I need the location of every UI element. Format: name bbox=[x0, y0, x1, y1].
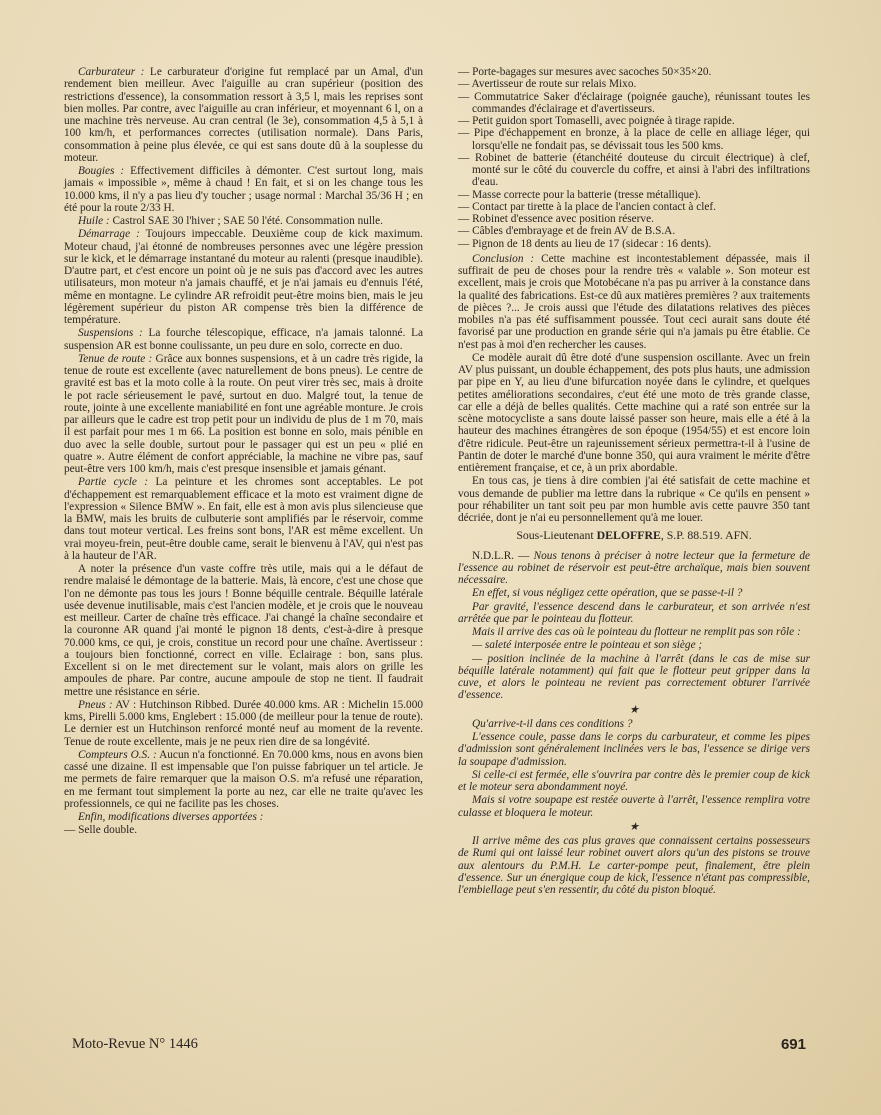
signature-rank: Sous-Lieutenant bbox=[516, 528, 594, 543]
text-tenue-de-route: Grâce aux bonnes suspensions, et à un cadre très rigide, la tenue de route est excellente (avec naturellement de bons pneus). Le centre de gravité est bas et la moto colle à la route. On peut virer très sec, mais à droite le pot racle sérieusement le pavé, surtout en duo. Malgré tout, la tenue de route, jointe à une excellente maniabilité en font une agréable monture. Je crois par ailleurs que le cadre est trop petit pour un individu de plus de 1 m 70, mais il est parfait pour mes 1 m 66. La position est bonne en solo, mais pénible en duo avec la selle double, surtout pour le passager qui est un peu « plié en quatre ». Autre élément de confort appréciable, la machine ne vibre pas, sauf peut-être vers 100 km/h, mais c'est presque insensible et jamais génant. bbox=[64, 352, 423, 475]
list-item: — Petit guidon sport Tomaselli, avec poignée à tirage rapide. bbox=[458, 115, 735, 127]
star-separator: ★ bbox=[629, 703, 639, 716]
paragraph-pneus bbox=[64, 699, 423, 748]
paragraph-compteurs bbox=[64, 749, 423, 810]
paragraph-a-noter: A noter la présence d'un vaste coffre très utile, mais qui a le défaut de rendre malaisé le démontage de la batterie. Mais, là encore, c'est une chose que l'on ne démonte pas tous les jours ! Bonne béquille centrale. Béquille latérale usée devenue inutilisable, mais c'est l'ancien modèle, et je crois que le nouveau est meilleur. Carter de chaîne très efficace. J'ai changé la chaîne secondaire et la couronne AR quand j'ai monté le pignon 18 dents, c'est-à-dire à presque 70.000 kms, ce qui, je crois, constitue un record pour une chaîne. Avertisseur : a toujours bien fonctionné, correct en ville. Eclairage : bon, sans plus. Excellent si on le met directement sur le volant, mais alors on grille les ampoules de phare. Par contre, aucune ampoule de stop ne tient. Il faudrait mettre une résistance en série. bbox=[64, 563, 423, 698]
signature-name: DELOFFRE bbox=[596, 528, 661, 543]
paragraph-bougies bbox=[64, 165, 423, 214]
paragraph-conclusion bbox=[458, 253, 810, 351]
list-item: — Pignon de 18 dents au lieu de 17 (sidecar : 16 dents). bbox=[458, 237, 712, 250]
ndlr-paragraph: Il arrive même des cas plus graves que connaissent certains possesseurs de Rumi qui ont laissé leur robinet ouvert alors qu'un des pistons se trouve aux alentours du P.M.H. Le carter-pompe peut, finalement, être plein d'essence. Sur un énergique coup de kick, l'essence n'étant pas compressible, l'embiellage peut s'en ressentir, du côté du piston bloqué. bbox=[458, 835, 810, 896]
ndlr-paragraph: En effet, si vous négligez cette opération, que se passe-t-il ? bbox=[472, 587, 743, 600]
lead-demarrage: Démarrage : bbox=[78, 228, 140, 241]
lead-carburateur: Carburateur : bbox=[78, 66, 145, 78]
list-item: — Robinet de batterie (étanchéité douteuse du circuit électrique) à clef, monté sur le côté du couvercle du coffre, et ainsi à l'abri des infiltrations d'eau. bbox=[458, 151, 810, 189]
text-suspensions: La fourche télescopique, efficace, n'a jamais talonné. La suspension AR est bonne coulissante, un peu dure en solo, correcte en duo. bbox=[64, 327, 424, 352]
text-conclusion: Cette machine est incontestablement dépassée, mais il suffirait de peu de choses pour la rendre très « valable ». Son moteur est excellent, mais je crois que Motobécane n'a pas pu arriver à la constance dans la qualité des fabrications. Est-ce dû aux matières premières ? aux traitements de pièces ?... Je crois aussi que l'étude des dilatations relatives des pièces mobiles n'a pas été suffisamment poussée. Tout ceci aurait sans doute été favorisé par une production en grande série qui n'a jamais pu être établie. Ce n'est pas à moi d'en rechercher les causes. bbox=[458, 252, 811, 351]
text-compteurs: Aucun n'a fonctionné. En 70.000 kms, nous en avons bien cassé une dizaine. Il est impensable que l'on puisse fabriquer un tel article. Je me permets de faire remarquer que la maison O.S. m'a refusé une réparation, en me fermant tout simplement la porte au nez, car elle ne traite qu'avec les professionnels, ce qui ne facilite pas les choses. bbox=[64, 748, 423, 810]
star-separator: ★ bbox=[629, 820, 639, 833]
text-demarrage: Toujours impeccable. Deuxième coup de kick maximum. Moteur chaud, j'ai étonné de nombreuses personnes avec une légère pression sur le kick, et le démarrage instantané du moteur au ralenti (presque inaudible). D'autre part, et c'est encore un point où je ne suis pas d'accord avec les autres utilisateurs, mon moteur n'a jamais chauffé, et je n'ai jamais eu d'ennuis l'été, même en montagne. Le cylindre AR refroidit peut-être moins bien, mais le jeu légèrement supérieur du piston AR compense très bien la différence de température. bbox=[64, 228, 423, 326]
list-item: — Masse correcte pour la batterie (tresse métallique). bbox=[458, 188, 701, 201]
lead-bougies: Bougies : bbox=[78, 165, 125, 177]
text-bougies: Effectivement difficiles à démonter. C'est surtout long, mais jamais « impossible », même à chaud ! En fait, et si on les change tous les 10.000 kms, il n'y a pas lieu d'y toucher ; usage normal : Marchal 35/36 H ; en été pour la route 2/33 H. bbox=[64, 165, 424, 214]
lead-partie-cycle: Partie cycle : bbox=[78, 476, 149, 489]
paragraph-carburateur bbox=[64, 66, 423, 164]
ndlr-paragraph: — position inclinée de la machine à l'arrêt (dans le cas de mise sur béquille latérale notamment) qui fait que le flotteur peut gripper dans la cuve, et alors le pointeau ne revient pas correctement obturer l'arrivée d'essence. bbox=[458, 652, 810, 702]
list-item: — Pipe d'échappement en bronze, à la place de celle en alliage léger, qui lorsqu'elle ne fondait pas, se dévissait tous les 500 kms. bbox=[458, 127, 810, 152]
signature bbox=[458, 529, 810, 541]
list-item: — Porte-bagages sur mesures avec sacoches 50×35×20. bbox=[458, 66, 712, 78]
text-pneus: AV : Hutchinson Ribbed. Durée 40.000 kms. AR : Michelin 15.000 kms, Pirelli 5.000 kms, Englebert : 15.000 (de meilleur pour la tenue de route). Le dernier est un Hutchinson renforcé monté neuf au moment de la revente. Tenue de route excellente, mais je ne peux rien dire de sa longévité. bbox=[64, 698, 424, 748]
list-item: — Avertisseur de route sur relais Mixo. bbox=[458, 78, 637, 91]
list-item: — Câbles d'embrayage et de frein AV de B.S.A. bbox=[458, 225, 676, 238]
lead-pneus: Pneus : bbox=[78, 698, 113, 711]
lead-compteurs: Compteurs O.S. : bbox=[78, 748, 157, 761]
lead-conclusion: Conclusion : bbox=[472, 252, 535, 265]
ndlr-text-1: Nous tenons à préciser à notre lecteur que la fermeture de l'essence au robinet de réservoir est peut-être archaïque, mais bien souvent nécessaire. bbox=[458, 549, 811, 586]
paragraph-ce-modele: Ce modèle aurait dû être doté d'une suspension oscillante. Avec un frein AV plus puissant, un double échappement, des pots plus hauts, une admission par pipe en Y, au lieu d'une bifurcation noyée dans le cylindre, et quelques petites améliorations secondaires, c'eut été une moto de très grande classe, car elle a déjà de belles qualités. Cette machine qui a raté son entrée sur la scène motocycliste a sans doute laissé passer son heure, mais elle a été à la hauteur des machines étrangères de son époque (1954/55) et est encore loin d'être ridicule. Peut-être un rajeunissement sérieux permettra-t-il à l'usine de Pantin de doter le marché d'une bonne 350, qui aura vraiment le mérite d'être entièrement française, et ce, à un prix abordable. bbox=[458, 351, 810, 474]
lead-suspensions: Suspensions : bbox=[78, 327, 143, 340]
lead-tenue-de-route: Tenue de route : bbox=[78, 352, 153, 365]
list-item: — Commutatrice Saker d'éclairage (poignée gauche), réunissant toutes les commandes d'éclairage et d'avertisseurs. bbox=[458, 90, 810, 115]
ndlr-paragraph: Par gravité, l'essence descend dans le carburateur, et son arrivée n'est arrêtée que par le pointeau du flotteur. bbox=[458, 600, 810, 625]
paragraph-partie-cycle bbox=[64, 476, 423, 562]
text-partie-cycle: La peinture et les chromes sont acceptables. Le pot d'échappement est remarquablement efficace et la moto est vraiment digne de l'expression « Silence BMW ». En fait, elle est à mon avis plus silencieuse que la BMW, mais les bruits de culbuterie sont amplifiés par le réservoir, comme dans tout moteur vertical. Les freins sont bons, l'AR est même excellent. Un vrai moyeu-frein, peut-être double came, serait le bienvenu à l'AV, qui n'est pas à la hauteur de l'AR. bbox=[64, 476, 424, 562]
modifications-list-left bbox=[64, 824, 423, 836]
text-carburateur: Le carburateur d'origine fut remplacé par un Amal, d'un rendement bien meilleur. Avec l'aiguille au cran supérieur (position des restrictions d'essence), la consommation ressort à 3,5 l, mais les reprises sont bien molles. Par contre, avec l'aiguille au cran inférieur, et moyennant 6 l, on a une machine très nerveuse. Au cran central (le 3e), consommation 4,5 à 5,1 à 100 km/h, et performances correctes (utilisation normale). Dans Paris, consommation à peine plus élevée, ce qui est sans doute dû à la souplesse du moteur. bbox=[64, 66, 423, 164]
paragraph-en-tous-cas: En tous cas, je tiens à dire combien j'ai été satisfait de cette machine et vous demande de publier ma lettre dans la rubrique « Ce qu'ils en pensent » pour réhabiliter un tant soit peu par mon humble avis cette pauvre 350 tant décriée, dont je n'ai eu personnellement qu'à me louer. bbox=[458, 475, 810, 524]
magazine-issue: Moto-Revue N° 1446 bbox=[72, 1036, 198, 1052]
left-column bbox=[64, 66, 423, 840]
ndlr-paragraph: Mais si votre soupape est restée ouverte à l'arrêt, l'essence remplira votre culasse et bloquera le moteur. bbox=[458, 794, 810, 819]
text-huile: Castrol SAE 30 l'hiver ; SAE 50 l'été. Consommation nulle. bbox=[112, 215, 383, 227]
ndlr-paragraph: Mais il arrive des cas où le pointeau du flotteur ne remplit pas son rôle : bbox=[472, 626, 801, 638]
ndlr-intro bbox=[458, 550, 810, 587]
paragraph-huile bbox=[64, 215, 423, 227]
paragraph-demarrage bbox=[64, 228, 423, 326]
ndlr-paragraph: Qu'arrive-t-il dans ces conditions ? bbox=[472, 717, 633, 730]
list-item: — Robinet d'essence avec position réserve. bbox=[458, 213, 654, 225]
paragraph-enfin: Enfin, modifications diverses apportées : bbox=[78, 811, 264, 823]
ndlr-paragraph: Si celle-ci est fermée, elle s'ouvrira par contre dès le premier coup de kick et le moteur sera abondamment noyé. bbox=[458, 768, 810, 793]
list-item: — Contact par tirette à la place de l'ancien contact à clef. bbox=[458, 200, 716, 213]
right-column bbox=[458, 66, 810, 897]
ndlr-paragraph: L'essence coule, passe dans le corps du carburateur, et comme les pipes d'admission sont généralement inclinées vers le bas, l'essence se dirige vers la soupape d'admission. bbox=[458, 731, 810, 768]
list-item: — Selle double. bbox=[64, 824, 138, 837]
lead-huile: Huile : bbox=[78, 215, 110, 227]
ndlr-paragraph: — saleté interposée entre le pointeau et son siège ; bbox=[472, 639, 703, 652]
ndlr-lead: N.D.L.R. — bbox=[472, 549, 530, 562]
modifications-list-right bbox=[458, 66, 810, 250]
page-number: 691 bbox=[780, 1036, 806, 1053]
paragraph-tenue-de-route bbox=[64, 353, 423, 476]
paragraph-suspensions bbox=[64, 327, 423, 352]
signature-address: , S.P. 88.519. AFN. bbox=[660, 528, 752, 543]
editor-note bbox=[458, 550, 810, 897]
